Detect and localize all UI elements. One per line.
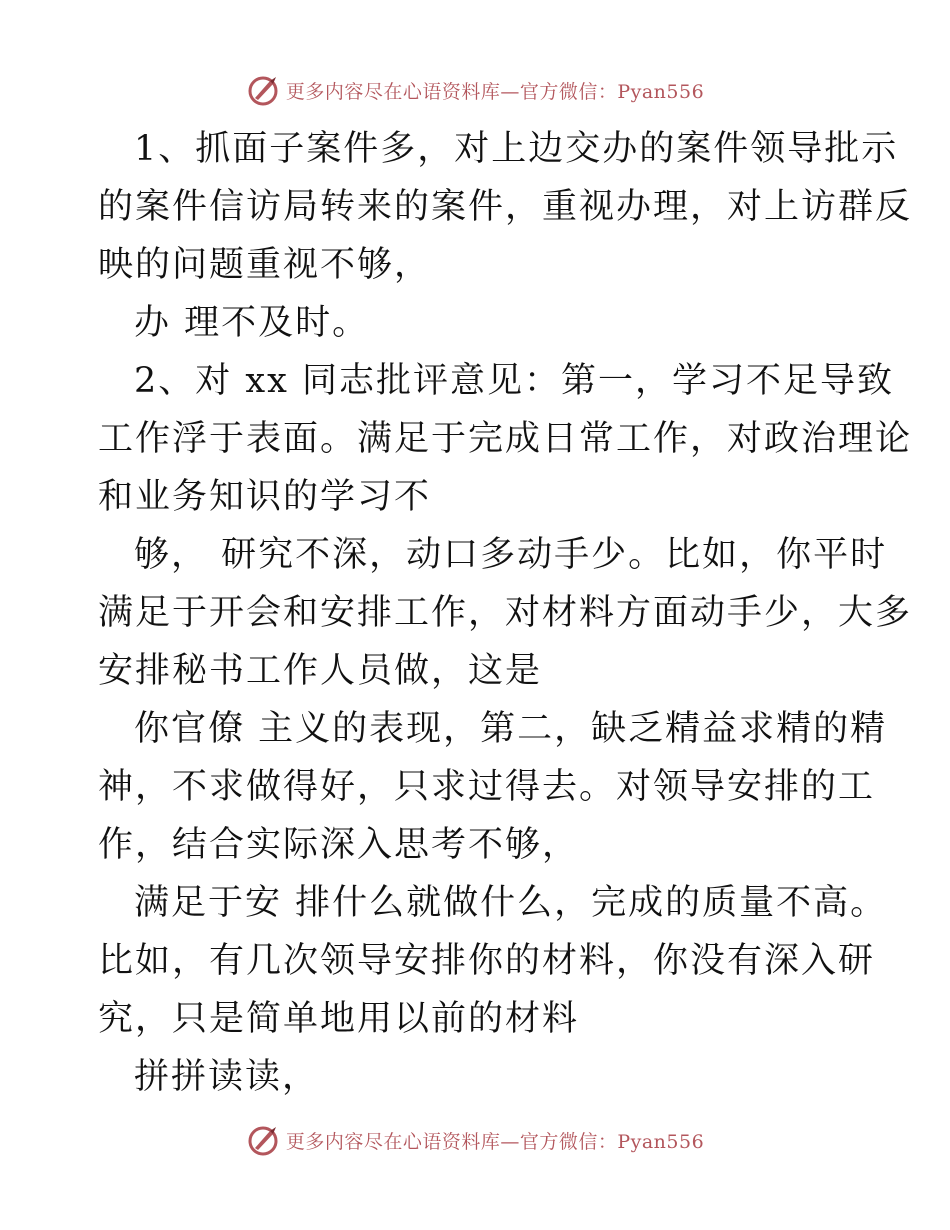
footer-banner-text: 更多内容尽在心语资料库—官方微信：Pyan556 — [285, 1130, 705, 1153]
text-line: 的案件信访局转来的案件，重视办理，对上访群反 — [98, 187, 913, 227]
text-line: 神，不求做得好，只求过得去。对领导安排的工 — [98, 767, 876, 807]
text-line: 究，只是简单地用以前的材料 — [98, 999, 580, 1039]
text-line: 你官僚 主义的表现，第二，缺乏精益求精的精 — [134, 709, 888, 749]
text-line: 作，结合实际深入思考不够， — [98, 825, 580, 865]
quill-in-circle-logo-icon — [246, 1123, 280, 1157]
text-line: 拼拼读读， — [134, 1057, 320, 1097]
text-line: 办 理不及时。 — [134, 303, 370, 343]
header-banner-text: 更多内容尽在心语资料库—官方微信：Pyan556 — [285, 80, 705, 103]
text-line: 和业务知识的学习不 — [98, 477, 432, 517]
text-line: 映的问题重视不够， — [98, 245, 432, 285]
footer-banner — [0, 1118, 950, 1162]
text-line: 安排秘书工作人员做，这是 — [98, 651, 543, 691]
text-line: 满足于开会和安排工作，对材料方面动手少，大多 — [98, 593, 913, 633]
quill-in-circle-logo-icon — [246, 73, 280, 107]
text-line: 工作浮于表面。满足于完成日常工作，对政治理论 — [98, 419, 913, 459]
text-line: 满足于安 排什么就做什么，完成的质量不高。 — [134, 883, 888, 923]
text-line: 1、抓面子案件多，对上边交办的案件领导批示 — [134, 129, 899, 169]
text-line: 够， 研究不深，动口多动手少。比如，你平时 — [134, 535, 888, 575]
document-body — [98, 120, 913, 1106]
header-banner — [0, 68, 950, 112]
text-line: 比如，有几次领导安排你的材料，你没有深入研 — [98, 941, 876, 981]
text-line: 2、对 xx 同志批评意见：第一，学习不足导致 — [134, 361, 894, 401]
